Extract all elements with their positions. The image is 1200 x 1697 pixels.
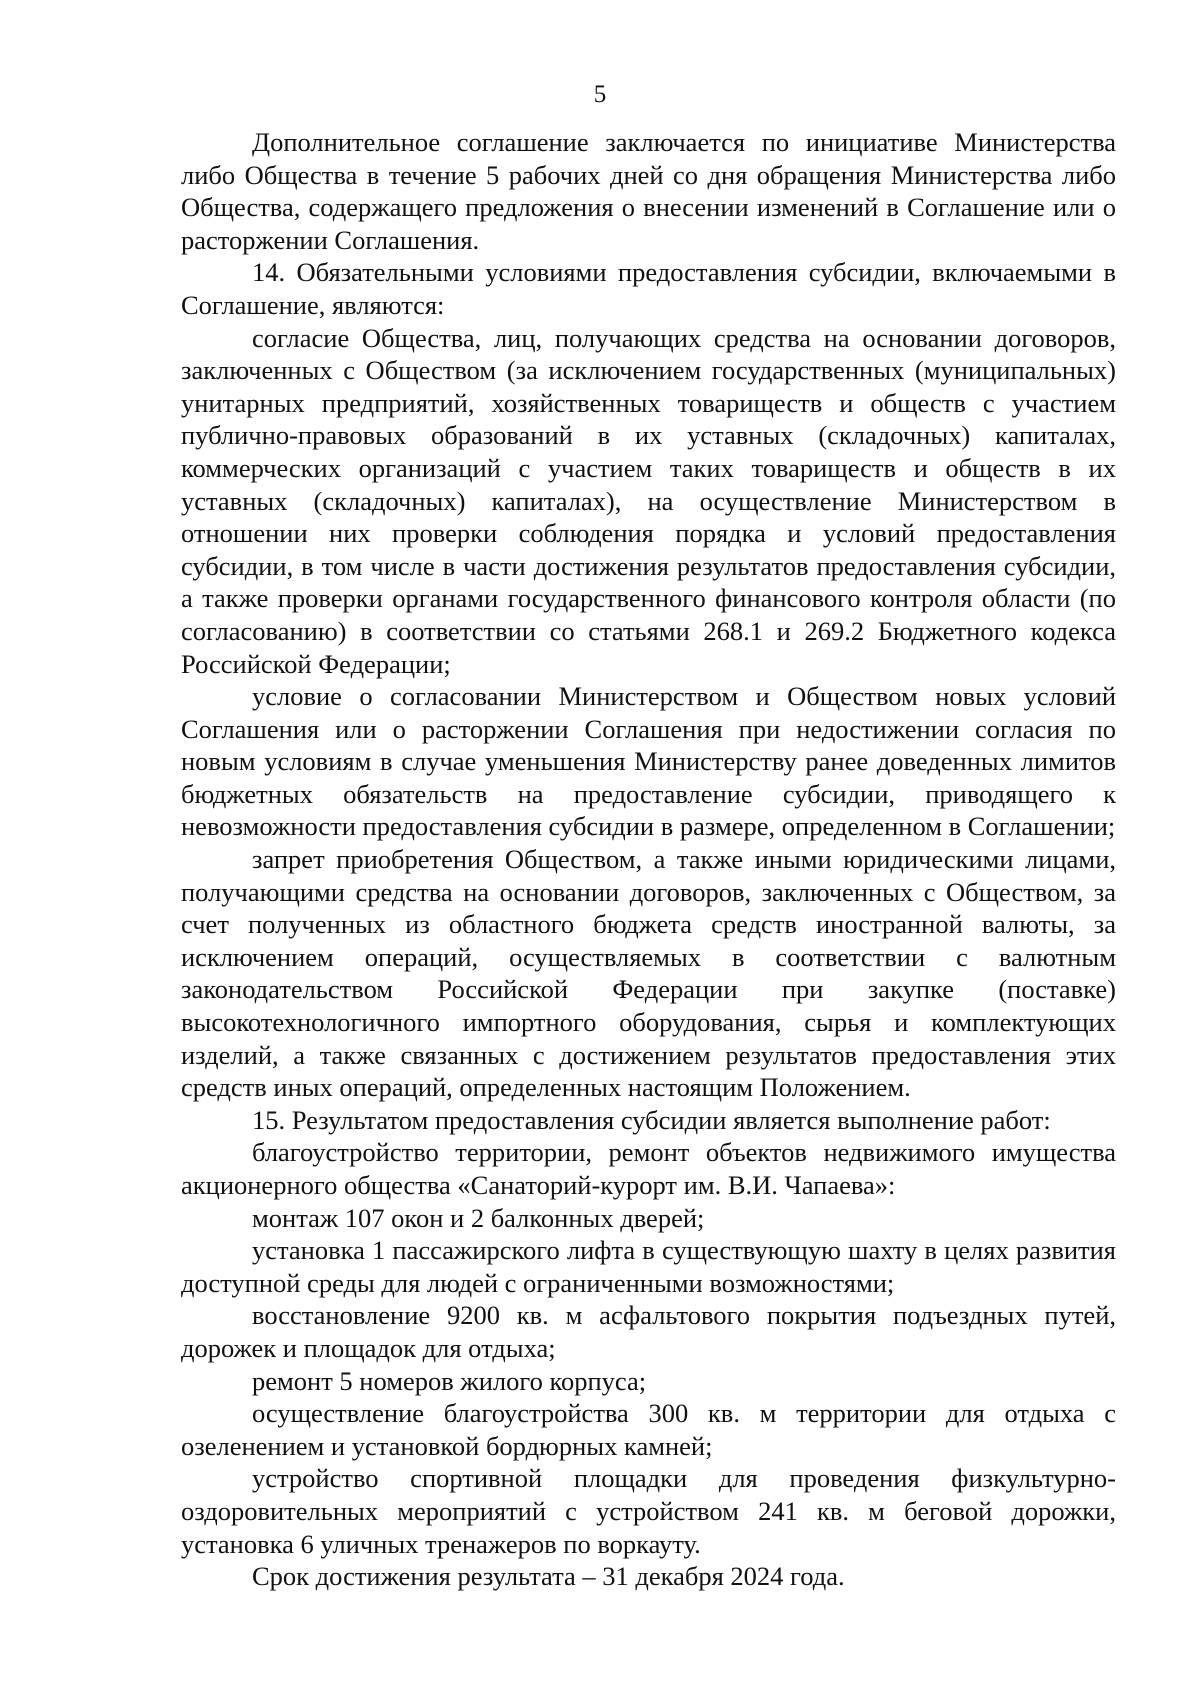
- paragraph-currency-ban: запрет приобретения Обществом, а также иными юридическими лицами, получающими средства на основании договоров, заключенных с Обществом, за счет полученных из областного бюджета средств иностранной валюты, за исключением операций, осуществляемых в соответствии с валютным законодательством Российской Федерации при закупке (поставке) высокотехнологичного импортного оборудования, сырья и комплектующих изделий, а также связанных с достижением результатов предоставления этих средств иных операций, определенных настоящим Положением.: [181, 844, 1116, 1103]
- paragraph-new-conditions: условие о согласовании Министерством и Обществом новых условий Соглашения или о расторжении Соглашения при недостижении согласия по новым условиям в случае уменьшения Министерству ранее доведенных лимитов бюджетных обязательств на предоставление субсидии, приводящего к невозможности предоставления субсидии в размере, определенном в Соглашении;: [181, 681, 1116, 842]
- paragraph-consent-condition: согласие Общества, лиц, получающих средства на основании договоров, заключенных с Обществом (за исключением государственных (муниципальных) унитарных предприятий, хозяйственных товариществ и обществ с участием публично-правовых образований в их уставных (складочных) капиталах, коммерческих организаций с участием таких товариществ и обществ в их уставных (складочных) капиталах), на осуществление Министерством в отношении них проверки соблюдения порядка и условий предоставления субсидии, в том числе в части достижения результатов предоставления субсидии, а также проверки органами государственного финансового контроля области (по согласованию) в соответствии со статьями 268.1 и 269.2 Бюджетного кодекса Российской Федерации;: [181, 322, 1116, 679]
- paragraph-windows-doors: монтаж 107 окон и 2 балконных дверей;: [252, 1202, 705, 1233]
- paragraph-clause-15: 15. Результатом предоставления субсидии является выполнение работ:: [252, 1104, 1051, 1135]
- paragraph-room-repair: ремонт 5 номеров жилого корпуса;: [252, 1365, 647, 1396]
- paragraph-deadline: Срок достижения результата – 31 декабря 2024 года.: [252, 1561, 845, 1592]
- paragraph-landscaping: осуществление благоустройства 300 кв. м территории для отдыха с озеленением и установкой бордюрных камней;: [181, 1398, 1116, 1461]
- page-number: 5: [593, 81, 607, 108]
- paragraph-elevator: установка 1 пассажирского лифта в существующую шахту в целях развития доступной среды для людей с ограниченными возможностями;: [181, 1235, 1116, 1298]
- paragraph-sports-ground: устройство спортивной площадки для проведения физкультурно-оздоровительных мероприятий с устройством 241 кв. м беговой дорожки, установка 6 уличных тренажеров по воркауту.: [181, 1463, 1116, 1559]
- paragraph-clause-14: 14. Обязательными условиями предоставления субсидии, включаемыми в Соглашение, являются:: [181, 257, 1116, 320]
- paragraph-improvement-works: благоустройство территории, ремонт объектов недвижимого имущества акционерного общества «Санаторий-курорт им. В.И. Чапаева»:: [181, 1137, 1116, 1200]
- paragraph-additional-agreement: Дополнительное соглашение заключается по инициативе Министерства либо Общества в течение 5 рабочих дней со дня обращения Министерства либо Общества, содержащего предложения о внесении изменений в Соглашение или о расторжении Соглашения.: [181, 127, 1116, 255]
- paragraph-asphalt: восстановление 9200 кв. м асфальтового покрытия подъездных путей, дорожек и площадок для отдыха;: [181, 1300, 1116, 1363]
- document-body: [181, 126, 1116, 1593]
